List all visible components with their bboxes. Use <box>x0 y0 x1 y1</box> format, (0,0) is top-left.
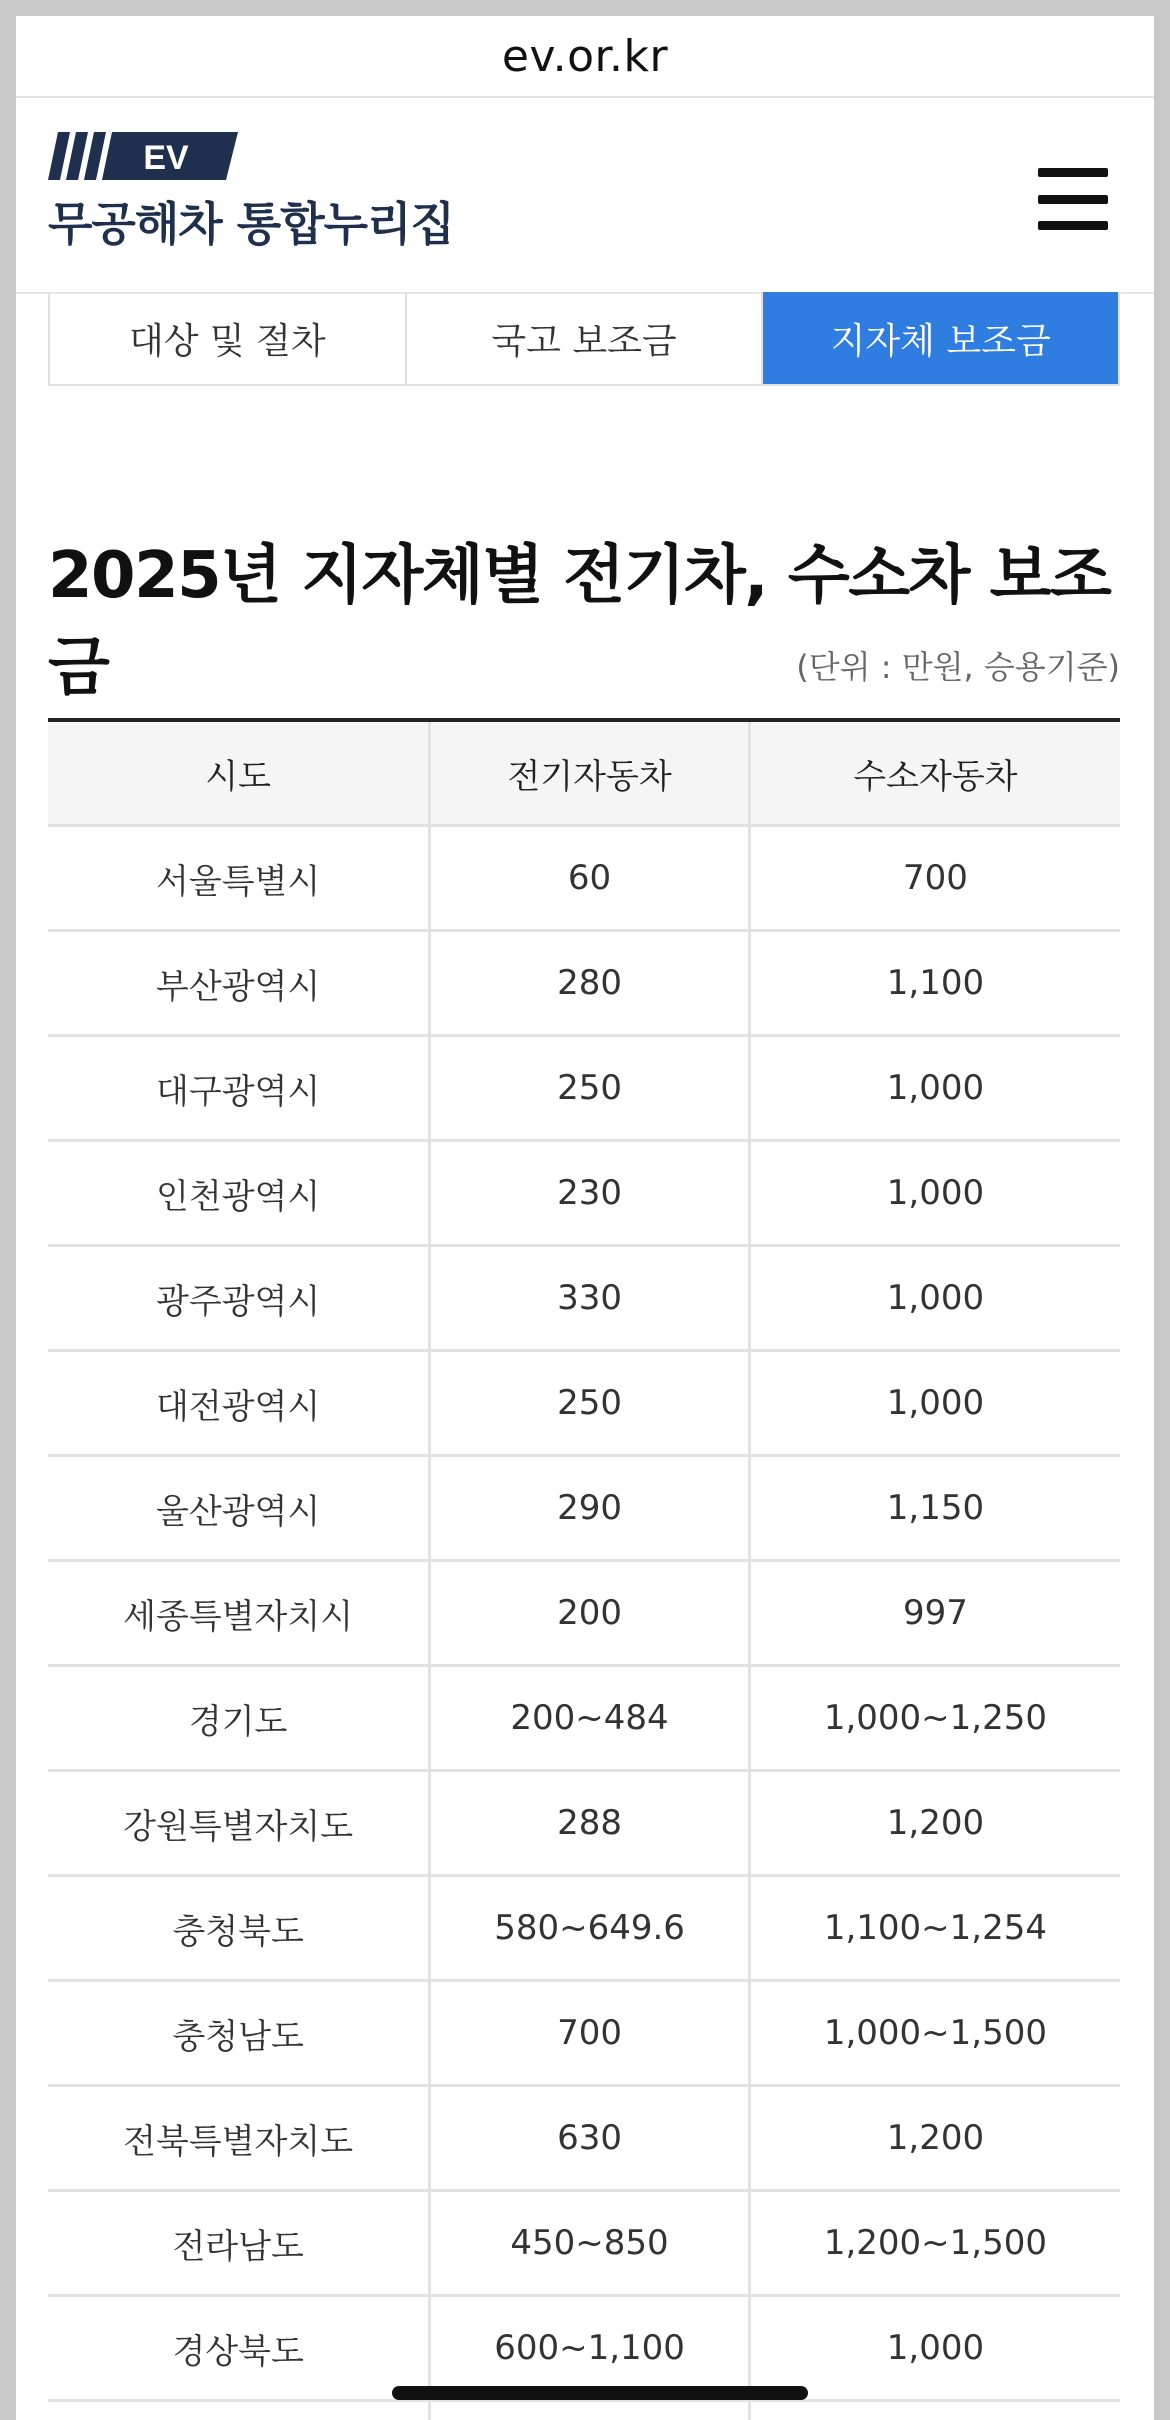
region-cell: 인천광역시 <box>48 1141 430 1246</box>
hydrogen-subsidy-cell: 1,200~1,500 <box>749 2191 1120 2296</box>
table-row <box>48 1036 1120 1141</box>
region-cell: 전라남도 <box>48 2191 430 2296</box>
hydrogen-subsidy-cell: 1,200 <box>749 2086 1120 2191</box>
hydrogen-subsidy-cell: 1,000~1,500 <box>749 1981 1120 2086</box>
tab-national-subsidy[interactable]: 국고 보조금 <box>407 292 764 384</box>
hydrogen-subsidy-cell: 1,100 <box>749 931 1120 1036</box>
ev-subsidy-cell: 290 <box>430 1456 750 1561</box>
ev-subsidy-cell: 330 <box>430 1246 750 1351</box>
region-cell: 대전광역시 <box>48 1351 430 1456</box>
region-cell: 서울특별시 <box>48 826 430 931</box>
column-header-hydrogen: 수소자동차 <box>749 720 1120 826</box>
region-cell: 경기도 <box>48 1666 430 1771</box>
ev-subsidy-cell: 700 <box>430 1981 750 2086</box>
hydrogen-subsidy-cell: 1,000 <box>749 1141 1120 1246</box>
hydrogen-subsidy-cell: 1,200 <box>749 1771 1120 1876</box>
hydrogen-subsidy-cell: 1,150 <box>749 1456 1120 1561</box>
region-cell: 대구광역시 <box>48 1036 430 1141</box>
address-bar[interactable] <box>16 16 1154 98</box>
region-cell: 충청북도 <box>48 1876 430 1981</box>
table-row <box>48 1876 1120 1981</box>
ev-subsidy-cell: 280 <box>430 931 750 1036</box>
hydrogen-subsidy-cell: 700 <box>749 826 1120 931</box>
column-header-ev: 전기자동차 <box>430 720 750 826</box>
ev-subsidy-cell: 250 <box>430 1036 750 1141</box>
hydrogen-subsidy-cell: 1,000 <box>749 1246 1120 1351</box>
region-cell: 광주광역시 <box>48 1246 430 1351</box>
table-header-row <box>48 720 1120 826</box>
table-row <box>48 1771 1120 1876</box>
table-row <box>48 1666 1120 1771</box>
ev-subsidy-cell: 200 <box>430 1561 750 1666</box>
table-row <box>48 1981 1120 2086</box>
table-row <box>48 931 1120 1036</box>
site-logo[interactable] <box>48 132 454 254</box>
tab-target-procedure[interactable]: 대상 및 절차 <box>50 292 407 384</box>
table-row <box>48 1141 1120 1246</box>
ev-subsidy-cell: 250 <box>430 1351 750 1456</box>
site-header <box>16 98 1154 294</box>
table-row <box>48 1456 1120 1561</box>
hydrogen-subsidy-cell: 1,000~1,250 <box>749 1666 1120 1771</box>
ev-subsidy-cell: 630 <box>430 2086 750 2191</box>
page-title: 2025년 지자체별 전기차, 수소차 보조금 <box>48 539 1111 705</box>
region-cell: 전북특별자치도 <box>48 2086 430 2191</box>
logo-text: 무공해차 통합누리집 <box>48 197 454 251</box>
ev-subsidy-cell: 60 <box>430 826 750 931</box>
hydrogen-subsidy-cell: 1,000 <box>749 1351 1120 1456</box>
table-row <box>48 826 1120 931</box>
column-header-region: 시도 <box>48 720 430 826</box>
url-text: ev.or.kr <box>501 30 669 82</box>
region-cell: 강원특별자치도 <box>48 1771 430 1876</box>
hydrogen-subsidy-cell: 997 <box>749 1561 1120 1666</box>
table-row <box>48 2296 1120 2401</box>
ev-logo-icon <box>48 132 238 180</box>
table-row <box>48 1351 1120 1456</box>
table-row <box>48 2086 1120 2191</box>
hydrogen-subsidy-cell: 1,000 <box>749 2296 1120 2401</box>
region-cell: 부산광역시 <box>48 931 430 1036</box>
unit-note: (단위 : 만원, 승용기준) <box>796 648 1120 686</box>
hamburger-menu-icon[interactable] <box>1038 168 1108 230</box>
region-cell: 세종특별자치시 <box>48 1561 430 1666</box>
table-row <box>48 2191 1120 2296</box>
ev-subsidy-cell: 580~649.6 <box>430 1876 750 1981</box>
logo-badge: EV <box>143 139 189 177</box>
home-indicator[interactable] <box>392 2386 808 2400</box>
table-row <box>48 2401 1120 2420</box>
subsidy-table <box>48 718 1120 2420</box>
ev-subsidy-cell: 450~850 <box>430 2191 750 2296</box>
region-cell: 경상북도 <box>48 2296 430 2401</box>
table-row <box>48 1246 1120 1351</box>
ev-subsidy-cell: 600~1,100 <box>430 2296 750 2401</box>
phone-screen <box>16 16 1154 2420</box>
region-cell: 충청남도 <box>48 1981 430 2086</box>
region-cell: 울산광역시 <box>48 1456 430 1561</box>
ev-subsidy-cell: 230 <box>430 1141 750 1246</box>
tab-local-subsidy[interactable]: 지자체 보조금 <box>763 292 1118 384</box>
ev-subsidy-cell: 288 <box>430 1771 750 1876</box>
hydrogen-subsidy-cell: 1,100~1,254 <box>749 1876 1120 1981</box>
subsidy-tabs <box>48 292 1120 386</box>
table-row <box>48 1561 1120 1666</box>
ev-subsidy-cell: 200~484 <box>430 1666 750 1771</box>
hydrogen-subsidy-cell: 1,000 <box>749 1036 1120 1141</box>
